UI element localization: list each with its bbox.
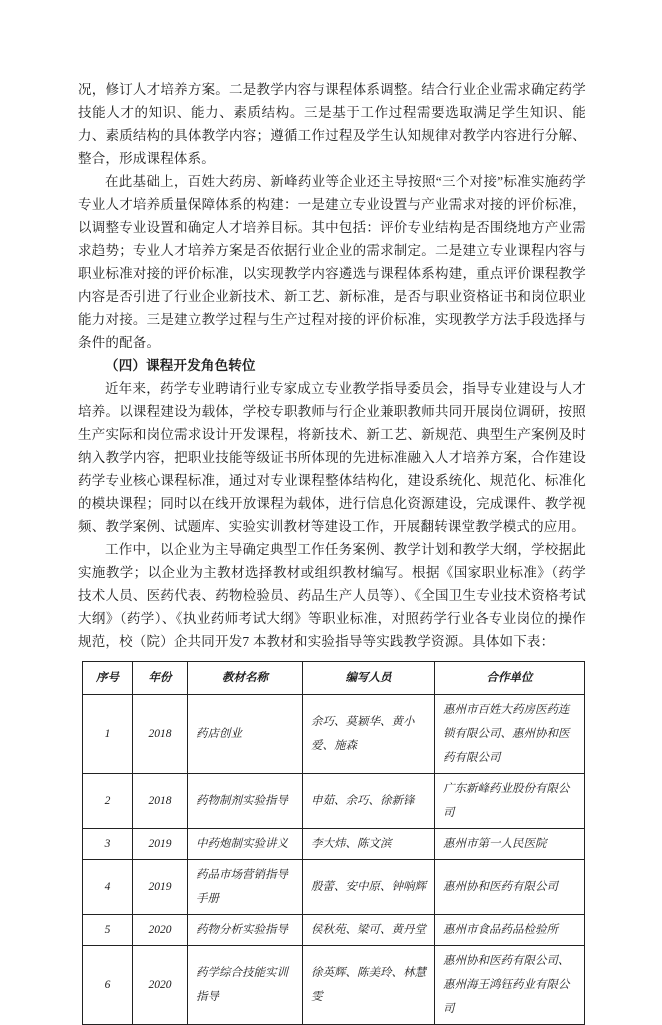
table-cell: 2019 [133, 829, 188, 860]
table-row [83, 829, 585, 860]
paragraph: 工作中，以企业为主导确定典型工作任务案例、教学计划和教学大纲，学校据此实施教学；以企业为主教材选择教材或组织教材编写。根据《国家职业标准》（药学技术人员、医药代表、药物检验员、药品生产人员等）、《全国卫生专业技术资格考试大纲》（药学）、《执业药师考试大纲》等职业标准，对照药学行业各专业岗位的操作规范，校（院）企共同开发7 本教材和实验指导等实践教学资源。具体如下表： [78, 542, 586, 649]
table-cell: 1 [83, 695, 133, 774]
textbooks-table-body [83, 695, 585, 1025]
table-cell: 2020 [133, 946, 188, 1025]
paragraph-continuation: 况，修订人才培养方案。二是教学内容与课程体系调整。结合行业企业需求确定药学技能人才的知识、能力、素质结构。三是基于工作过程需要选取满足学生知识、能力、素质结构的具体教学内容；遵循工作过程及学生认知规律对教学内容进行分解、整合，形成课程体系。 [78, 82, 586, 166]
table-cell: 2019 [133, 860, 188, 915]
table-cell: 2018 [133, 774, 188, 829]
table-cell: 2018 [133, 695, 188, 774]
paragraph: 在此基础上，百姓大药房、新峰药业等企业还主导按照“三个对接”标准实施药学专业人才培养质量保障体系的构建：一是建立专业设置与产业需求对接的评价标准，以调整专业设置和确定人才培养目标。其中包括：评价专业结构是否围绕地方产业需求趋势；专业人才培养方案是否依据行业企业的需求制定。二是建立专业课程内容与职业标准对接的评价标准，以实现教学内容遴选与课程体系构建，重点评价课程教学内容是否引进了行业企业新技术、新工艺、新标准，是否与职业资格证书和岗位职业能力对接。三是建立教学过程与生产过程对接的评价标准，实现教学方法手段选择与条件的配备。 [78, 174, 586, 350]
table-cell: 药物分析实验指导 [188, 915, 303, 946]
table-cell: 侯秋苑、梁可、黄丹堂 [303, 915, 435, 946]
table-cell: 广东新峰药业股份有限公司 [435, 774, 585, 829]
table-row [83, 915, 585, 946]
table-cell: 申茹、余巧、徐新锋 [303, 774, 435, 829]
table-cell: 2 [83, 774, 133, 829]
table-cell: 3 [83, 829, 133, 860]
table-row [83, 946, 585, 1025]
table-header-cell: 教材名称 [188, 662, 303, 695]
table-cell: 2020 [133, 915, 188, 946]
table-cell: 中药炮制实验讲义 [188, 829, 303, 860]
paragraph: 近年来，药学专业聘请行业专家成立专业教学指导委员会，指导专业建设与人才培养。以课程建设为载体，学校专职教师与行企业兼职教师共同开展岗位调研，按照生产实际和岗位需求设计开发课程，将新技术、新工艺、新规范、典型生产案例及时纳入教学内容，把职业技能等级证书所体现的先进标准融入人才培养方案，合作建设药学专业核心课程标准，通过对专业课程整体结构化，建设系统化、规范化、标准化的模块课程；同时以在线开放课程为载体，进行信息化资源建设，完成课件、教学视频、教学案例、试题库、实验实训教材等建设工作，开展翻转课堂教学模式的应用。 [78, 381, 586, 534]
table-cell: 余巧、莫颖华、黄小爱、施森 [303, 695, 435, 774]
body-text [78, 78, 586, 653]
table-cell: 惠州协和医药有限公司 [435, 860, 585, 915]
table-cell: 惠州市百姓大药房医药连锁有限公司、惠州协和医药有限公司 [435, 695, 585, 774]
table-row [83, 860, 585, 915]
table-cell: 惠州市第一人民医院 [435, 829, 585, 860]
table-row [83, 695, 585, 774]
section-heading: （四）课程开发角色转位 [105, 358, 256, 373]
table-cell: 李大炜、陈文滨 [303, 829, 435, 860]
table-cell: 5 [83, 915, 133, 946]
table-header-cell: 编写人员 [303, 662, 435, 695]
table-cell: 殷蕾、安中原、钟响辉 [303, 860, 435, 915]
textbooks-table [82, 661, 585, 1025]
table-cell: 6 [83, 946, 133, 1025]
table-cell: 徐英辉、陈美玲、林慧雯 [303, 946, 435, 1025]
table-cell: 药物制剂实验指导 [188, 774, 303, 829]
table-header-cell: 年份 [133, 662, 188, 695]
table-header-row [83, 662, 585, 695]
table-cell: 4 [83, 860, 133, 915]
table-cell: 药品市场营销指导手册 [188, 860, 303, 915]
table-cell: 惠州协和医药有限公司、惠州海王鸿钰药业有限公司 [435, 946, 585, 1025]
table-cell: 药学综合技能实训指导 [188, 946, 303, 1025]
table-cell: 药店创业 [188, 695, 303, 774]
table-header-cell: 合作单位 [435, 662, 585, 695]
table-header-cell: 序号 [83, 662, 133, 695]
table-cell: 惠州市食品药品检验所 [435, 915, 585, 946]
table-row [83, 774, 585, 829]
